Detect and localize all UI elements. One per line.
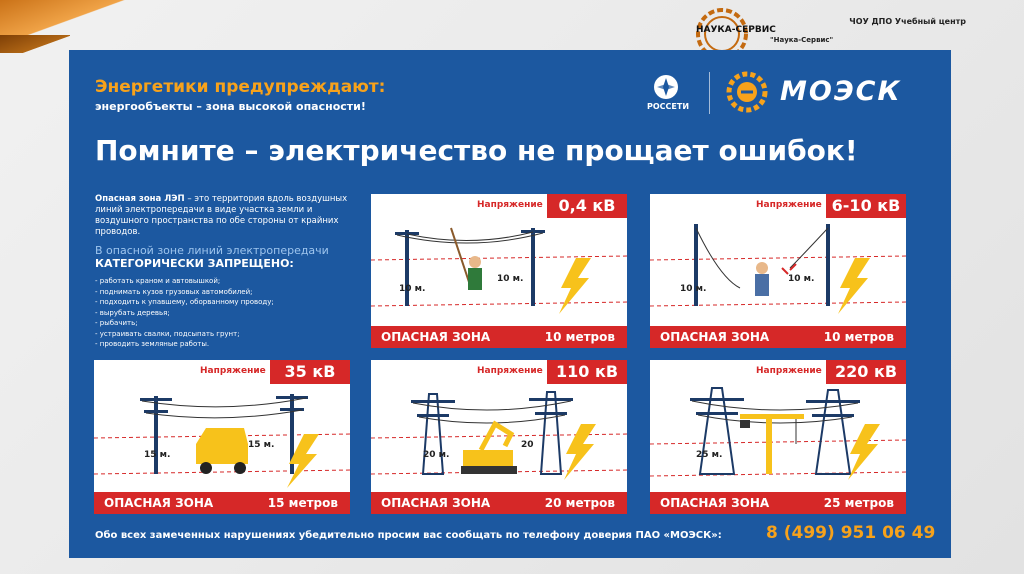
list-item: - вырубать деревья; — [95, 308, 363, 319]
poster-header-title: Энергетики предупреждают: — [95, 77, 386, 97]
danger-zone-bar — [371, 492, 627, 514]
org-logo-text: НАУКА-СЕРВИС — [696, 25, 776, 35]
distance-left: 10 м. — [399, 284, 426, 294]
logo-divider — [709, 72, 710, 114]
danger-zone-distance: 15 метров — [267, 496, 338, 510]
corner-decoration — [0, 0, 130, 40]
danger-zone-bar — [650, 326, 906, 348]
voltage-value: 6-10 кВ — [826, 194, 906, 218]
voltage-value: 220 кВ — [826, 360, 906, 384]
danger-zone-distance: 10 метров — [544, 330, 615, 344]
distance-left: 25 м. — [696, 450, 723, 460]
voltage-label: Напряжение — [756, 200, 822, 210]
main-title: Помните – электричество не прощает ошибок! — [95, 134, 858, 167]
danger-zone-label: ОПАСНАЯ ЗОНА — [381, 496, 491, 510]
hotline-phone: 8 (499) 951 06 49 — [766, 523, 936, 543]
distance-left: 20 м. — [423, 450, 450, 460]
voltage-card-6-10kv — [650, 194, 906, 348]
list-item: - подходить к упавшему, оборванному проводу; — [95, 297, 363, 308]
definition-body: – это территория вдоль воздушных линий электропередачи в виде участка земли и воздушного пространства по обе стороны от крайних проводов. — [95, 194, 348, 237]
voltage-card-110kv — [371, 360, 627, 514]
list-item: - проводить земляные работы. — [95, 339, 363, 350]
voltage-label: Напряжение — [477, 200, 543, 210]
org-header-text: ЧОУ ДПО Учебный центр — [849, 17, 966, 26]
prohibited-heading-bold: КАТЕГОРИЧЕСКИ ЗАПРЕЩЕНО: — [95, 257, 294, 270]
safety-poster — [69, 50, 951, 558]
distance-left: 10 м. — [680, 284, 707, 294]
list-item: - поднимать кузов грузовых автомобилей; — [95, 287, 363, 298]
danger-zone-distance: 20 метров — [544, 496, 615, 510]
danger-zone-label: ОПАСНАЯ ЗОНА — [381, 330, 491, 344]
voltage-value: 0,4 кВ — [547, 194, 627, 218]
voltage-label: Напряжение — [477, 366, 543, 376]
voltage-card-220kv — [650, 360, 906, 514]
moesk-gear-logo-icon — [722, 70, 772, 114]
power-line-scene-icon — [94, 384, 350, 492]
power-line-scene-icon — [371, 218, 627, 326]
definition-term: Опасная зона ЛЭП — [95, 194, 185, 204]
danger-zone-label: ОПАСНАЯ ЗОНА — [660, 496, 770, 510]
distance-right: 20 — [521, 440, 534, 450]
list-item: - работать краном и автовышкой; — [95, 276, 363, 287]
voltage-card-35kv — [94, 360, 350, 514]
distance-right: 15 м. — [248, 440, 275, 450]
danger-zone-distance: 25 метров — [823, 496, 894, 510]
voltage-label: Напряжение — [200, 366, 266, 376]
prohibited-heading: В опасной зоне линий электропередачи — [95, 244, 329, 257]
moesk-logo-text: МОЭСК — [780, 76, 902, 107]
distance-right: 10 м. — [497, 274, 524, 284]
danger-zone-bar — [371, 326, 627, 348]
distance-left: 15 м. — [144, 450, 171, 460]
danger-zone-bar — [94, 492, 350, 514]
rosseti-logo-label: РОССЕТИ — [647, 102, 690, 111]
distance-right: 10 м. — [788, 274, 815, 284]
list-item: - рыбачить; — [95, 318, 363, 329]
voltage-card-0-4kv — [371, 194, 627, 348]
voltage-label: Напряжение — [756, 366, 822, 376]
danger-zone-label: ОПАСНАЯ ЗОНА — [660, 330, 770, 344]
voltage-value: 35 кВ — [270, 360, 350, 384]
voltage-value: 110 кВ — [547, 360, 627, 384]
power-line-scene-icon — [371, 384, 627, 492]
org-header-subtitle: "Наука-Сервис" — [770, 36, 834, 44]
rosseti-logo-icon — [653, 74, 679, 100]
danger-zone-label: ОПАСНАЯ ЗОНА — [104, 496, 214, 510]
power-line-scene-icon — [650, 218, 906, 326]
definition-text — [95, 194, 363, 238]
power-line-scene-icon — [650, 384, 906, 492]
poster-header-subtitle: энергообъекты – зона высокой опасности! — [95, 100, 366, 113]
danger-zone-distance: 10 метров — [823, 330, 894, 344]
prohibited-list — [95, 276, 363, 350]
info-block — [95, 194, 363, 350]
corner-decoration-dark — [0, 35, 70, 53]
danger-zone-bar — [650, 492, 906, 514]
footer-text: Обо всех замеченных нарушениях убедительно просим вас сообщать по телефону доверия ПАО «МОЭСК»: — [95, 530, 722, 541]
list-item: - устраивать свалки, подсыпать грунт; — [95, 329, 363, 340]
